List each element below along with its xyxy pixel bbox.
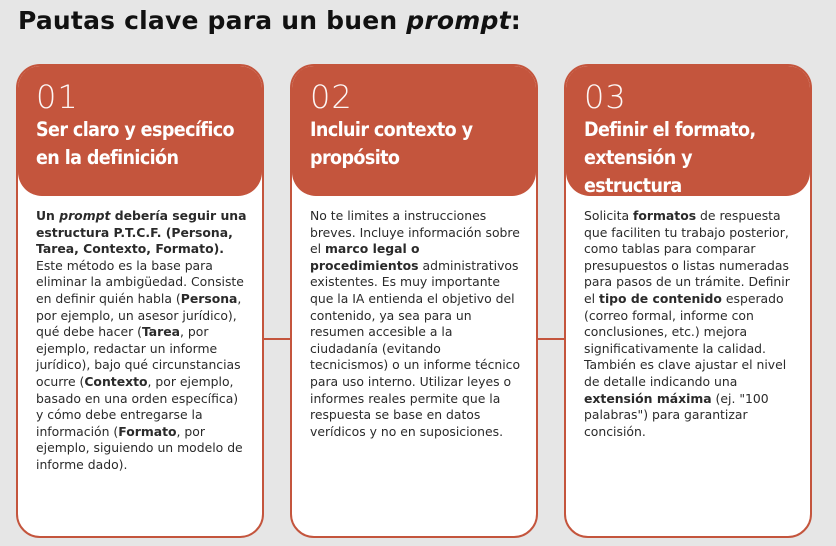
body-text: esperado (correo formal, informe con conclusiones, etc.) mejora significativamente la calidad. También es clave ajustar el nivel de detalle indicando una (584, 290, 787, 389)
card-2-header (292, 66, 536, 196)
card-1-title (36, 116, 244, 172)
body-text: , por ejemplo, siguiendo un modelo de informe dado). (36, 423, 243, 472)
body-highlight: Un (36, 208, 60, 223)
card-2-title-line1: Incluir contexto y (310, 118, 473, 141)
card-3-header (566, 66, 810, 196)
card-3-title-line1: Definir el formato, (584, 118, 756, 141)
card-1-body (18, 196, 262, 474)
card-1 (16, 64, 264, 538)
page-title-suffix: : (510, 6, 521, 35)
body-highlight: tipo de contenido (599, 290, 722, 306)
card-3 (564, 64, 812, 538)
body-text: , por ejemplo, redactar un informe jurídico), bajo qué circunstancias ocurre ( (36, 324, 241, 389)
card-1-number: 01 (36, 78, 79, 116)
card-3-title (584, 116, 792, 200)
connector-line-2-3 (538, 338, 564, 340)
body-highlight: Tarea (141, 324, 181, 340)
connector-line-1-2 (264, 338, 290, 340)
body-highlight: Formato (118, 423, 177, 439)
body-emphasis: prompt (59, 208, 111, 223)
body-text: Este método es la base para eliminar la ambigüedad. Consiste en definir quién habla ( (36, 257, 244, 306)
body-text: administrativos existentes. Es muy importante que la IA entienda el objetivo del contenido, ya sea para un resumen accesible a la ciudadanía (evitando tecnicismos) o un informe técnico para uso interno. Utilizar leyes o informes reales permite que la respuesta se base en datos verídicos y no en suposiciones. (310, 257, 521, 439)
body-text: de respuesta que faciliten tu trabajo posterior, como tablas para comparar presupuestos o listas numeradas para pasos de un trámite. Definir el (584, 208, 790, 306)
body-highlight: formatos (632, 208, 697, 223)
card-2-title (310, 116, 518, 172)
page-title (18, 6, 521, 35)
card-3-body (566, 196, 810, 440)
body-text: , por ejemplo, basado en una orden específica) y cómo debe entregarse la información ( (36, 373, 239, 439)
body-highlight (59, 208, 110, 223)
card-2-body (292, 196, 536, 440)
card-3-number: 03 (584, 78, 627, 116)
card-1-title-line2: en la definición (36, 146, 179, 169)
body-highlight: extensión máxima (584, 390, 712, 406)
card-1-header (18, 66, 262, 196)
card-1-title-line1: Ser claro y específico (36, 118, 234, 141)
body-highlight: marco legal o procedimientos (310, 241, 420, 273)
body-text: No te limites a instrucciones breves. Incluye información sobre el (310, 208, 520, 257)
card-2-number: 02 (310, 78, 353, 116)
body-highlight: Persona (180, 290, 238, 306)
page-title-prefix: Pautas clave para un buen (18, 6, 407, 35)
body-highlight: debería seguir una estructura P.T.C.F. (Persona, Tarea, Contexto, Formato). (36, 208, 247, 257)
body-text: Solicita (584, 208, 633, 223)
card-3-title-line2: extensión y estructura (584, 146, 692, 197)
body-text: , por ejemplo, un asesor jurídico), qué debe hacer ( (36, 290, 242, 340)
body-highlight: Contexto (84, 373, 148, 389)
body-text: (ej. "100 palabras") para garantizar concisión. (584, 390, 769, 439)
page-title-emphasis: prompt (406, 6, 511, 35)
card-2-title-line2: propósito (310, 146, 400, 169)
card-2 (290, 64, 538, 538)
